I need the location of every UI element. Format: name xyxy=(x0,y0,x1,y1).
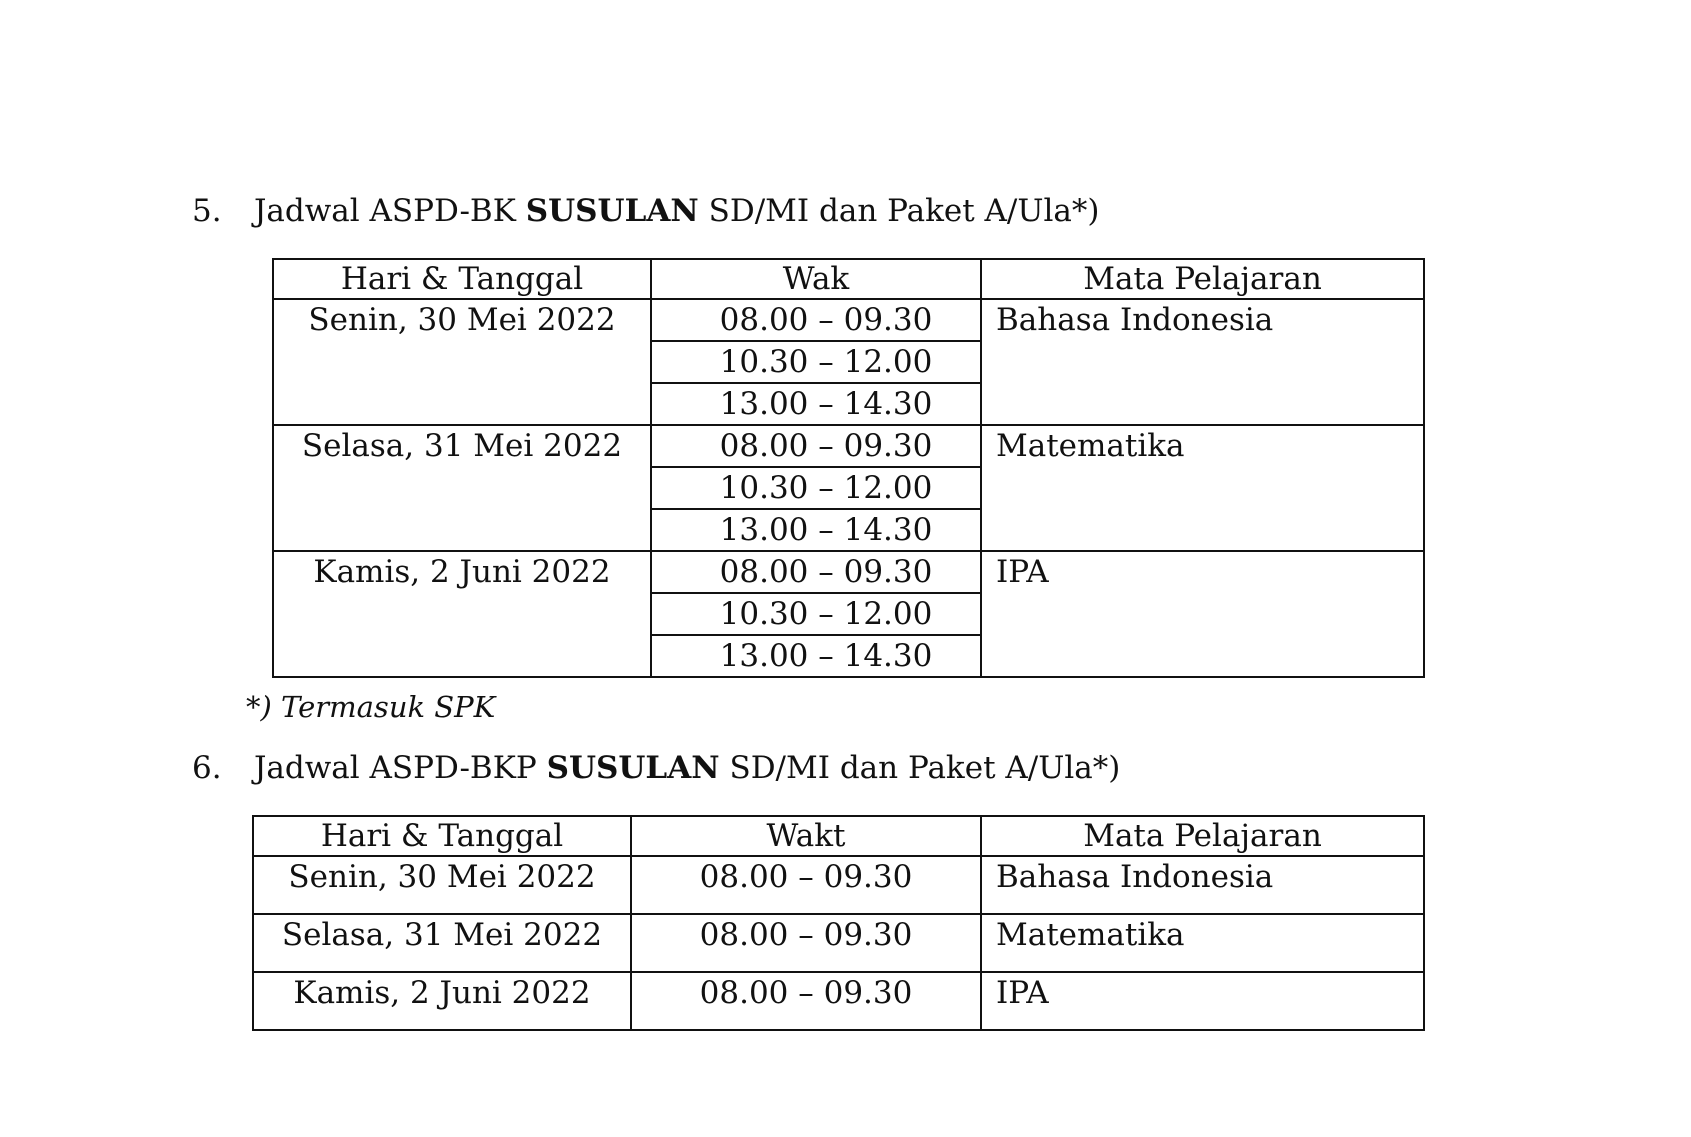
section-number: 5. xyxy=(192,193,222,229)
subject-cell: Bahasa Indonesia xyxy=(981,856,1424,914)
subject-cell: Matematika xyxy=(981,914,1424,972)
time-cell: 13.00 – 14.30 xyxy=(651,383,981,425)
table-header-row xyxy=(273,259,1424,299)
day-cell: Kamis, 2 Juni 2022 xyxy=(273,551,651,677)
title-text-end: SD/MI dan Paket A/Ula*) xyxy=(719,750,1121,786)
subject-cell: Bahasa Indonesia xyxy=(981,299,1424,425)
header-subject: Mata Pelajaran xyxy=(981,259,1424,299)
time-cell: 08.00 – 09.30 xyxy=(651,299,981,341)
day-cell: Senin, 30 Mei 2022 xyxy=(273,299,651,425)
day-cell: Selasa, 31 Mei 2022 xyxy=(273,425,651,551)
title-text: Jadwal ASPD-BKP xyxy=(254,750,547,786)
day-cell: Kamis, 2 Juni 2022 xyxy=(253,972,631,1030)
time-cell: 10.30 – 12.00 xyxy=(651,341,981,383)
section-title xyxy=(254,191,1099,231)
subject-cell: Matematika xyxy=(981,425,1424,551)
time-cell: 08.00 – 09.30 xyxy=(631,856,981,914)
subject-cell: IPA xyxy=(981,972,1424,1030)
table-row xyxy=(253,972,1424,1030)
title-text: Jadwal ASPD-BK xyxy=(254,193,526,229)
table-row xyxy=(273,425,1424,467)
table-row xyxy=(273,299,1424,341)
day-cell: Selasa, 31 Mei 2022 xyxy=(253,914,631,972)
header-time: Wakt xyxy=(631,816,981,856)
table-row xyxy=(253,856,1424,914)
table-row xyxy=(253,914,1424,972)
time-cell: 13.00 – 14.30 xyxy=(651,635,981,677)
time-cell: 08.00 – 09.30 xyxy=(651,551,981,593)
time-cell: 13.00 – 14.30 xyxy=(651,509,981,551)
section-title xyxy=(254,748,1120,788)
footnote: *) Termasuk SPK xyxy=(246,690,496,724)
schedule-table-bkp xyxy=(252,815,1425,1031)
header-subject: Mata Pelajaran xyxy=(981,816,1424,856)
time-cell: 08.00 – 09.30 xyxy=(631,972,981,1030)
time-cell: 10.30 – 12.00 xyxy=(651,467,981,509)
header-day: Hari & Tanggal xyxy=(273,259,651,299)
day-cell: Senin, 30 Mei 2022 xyxy=(253,856,631,914)
time-cell: 08.00 – 09.30 xyxy=(631,914,981,972)
title-text-end: SD/MI dan Paket A/Ula*) xyxy=(698,193,1100,229)
header-time: Wak xyxy=(651,259,981,299)
title-bold-text: SUSULAN xyxy=(525,193,699,229)
schedule-table-bk xyxy=(272,258,1425,678)
table-row xyxy=(273,551,1424,593)
title-bold-text: SUSULAN xyxy=(546,750,720,786)
time-cell: 10.30 – 12.00 xyxy=(651,593,981,635)
header-day: Hari & Tanggal xyxy=(253,816,631,856)
time-cell: 08.00 – 09.30 xyxy=(651,425,981,467)
section-number: 6. xyxy=(192,750,222,786)
table-header-row xyxy=(253,816,1424,856)
subject-cell: IPA xyxy=(981,551,1424,677)
